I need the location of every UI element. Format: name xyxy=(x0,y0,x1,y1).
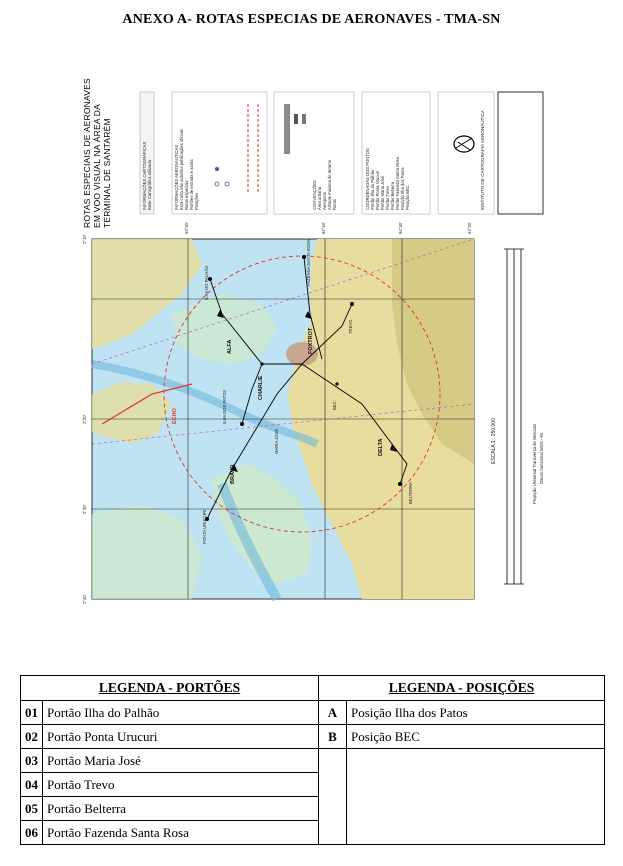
legend-text: Portão Maria José xyxy=(380,176,385,210)
route-label: ECHO xyxy=(172,408,178,424)
portao-name: Portão Maria José xyxy=(43,749,319,773)
legend-text: INFORMAÇÕES AERONÁUTICAS xyxy=(174,144,179,210)
coordinates-info xyxy=(365,148,410,210)
aeronautical-info xyxy=(174,129,199,210)
route-label: BRAVO xyxy=(230,464,236,484)
map-title-line: TERMINAL DE SANTARÉM xyxy=(102,118,112,228)
route-label: CHARLIE xyxy=(258,375,264,400)
place-label: BEC xyxy=(332,401,337,410)
posicao-name: Posição Ilha dos Patos xyxy=(347,701,605,725)
posicoes-header: LEGENDA - POSIÇÕES xyxy=(319,676,605,701)
map-title-line: ROTAS ESPECIAIS DE AERONAVES xyxy=(82,78,92,228)
posicao-name: Posição BEC xyxy=(347,725,605,749)
document-title: ANEXO A- ROTAS ESPECIAS DE AERONAVES - TMA-SN xyxy=(122,12,501,27)
portao-code: 06 xyxy=(21,821,43,845)
table-row xyxy=(21,749,605,773)
legend-text: Posição Ilha dos Patos xyxy=(400,167,405,210)
grid-label: 54°40' xyxy=(321,222,326,234)
place-label: TREVO xyxy=(348,319,353,334)
route-label: ALFA xyxy=(227,339,233,354)
legend-text: Altitude máxima do terreno xyxy=(327,159,332,210)
table-row xyxy=(21,701,605,725)
portao-code: 03 xyxy=(21,749,43,773)
portao-name: Portão Belterra xyxy=(43,797,319,821)
cartographic-info xyxy=(142,142,152,210)
empty-cell xyxy=(319,773,347,797)
table-row xyxy=(21,773,605,797)
conventions-info xyxy=(312,160,337,210)
posicao-code: B xyxy=(319,725,347,749)
place-label: MARIA JOSÉ xyxy=(274,428,279,454)
projection-label: Projeção Universal Transversa de Mercator xyxy=(532,423,537,504)
legend-text: Rotas xyxy=(332,199,337,210)
place-label: BELTERRA xyxy=(408,482,413,504)
empty-cell xyxy=(319,797,347,821)
publisher-name: INSTITUTO DE CARTOGRAFIA AERONÁUTICA xyxy=(480,109,485,210)
legend-text: Aeroporto xyxy=(322,191,327,210)
blank-panel xyxy=(498,92,543,214)
portoes-header: LEGENDA - PORTÕES xyxy=(21,676,319,701)
legend-text: Base Cartográfica utilizada xyxy=(147,159,152,210)
grid-label: 2°30' xyxy=(82,504,87,514)
legend-text: Portão Trevo xyxy=(385,186,390,210)
legend-text: Portão Fazenda Santa Rosa xyxy=(395,157,400,210)
legend-text: Portão Ponta Urucuri xyxy=(375,170,380,210)
place-label: PONTA URUCURI xyxy=(202,509,207,544)
legend-text: Esta carta não substitui publicações oficiais xyxy=(179,129,184,210)
legend-table xyxy=(20,675,605,845)
aeronautical-chart xyxy=(62,64,610,624)
table-row xyxy=(21,725,605,749)
table-row xyxy=(21,797,605,821)
legend-text: Portões de entrada e saída xyxy=(189,159,194,210)
portao-code: 05 xyxy=(21,797,43,821)
portao-name: Portão Fazenda Santa Rosa xyxy=(43,821,319,845)
legend-text: Portão Belterra xyxy=(390,181,395,210)
route-label: DELTA xyxy=(378,438,384,456)
portao-code: 04 xyxy=(21,773,43,797)
legend-text: Área urbana xyxy=(317,186,322,210)
portao-name: Portão Ponta Urucuri xyxy=(43,725,319,749)
legend-text: Portão Ilha do Palhão xyxy=(370,169,375,210)
portao-code: 02 xyxy=(21,725,43,749)
portao-name: Portão Trevo xyxy=(43,773,319,797)
empty-cell xyxy=(319,821,347,845)
grid-label: 54°30' xyxy=(398,222,403,234)
grid-label: 2°10' xyxy=(82,234,87,244)
empty-cell xyxy=(347,749,605,773)
place-label: ILHA DOS PATOS xyxy=(222,390,227,424)
empty-cell xyxy=(347,773,605,797)
legend-text: Posição BEC xyxy=(405,185,410,210)
grid-label: 2°40' xyxy=(82,594,87,604)
datum-label: Datum horizontal WGS - 84 xyxy=(539,432,544,484)
empty-cell xyxy=(347,821,605,845)
posicao-code: A xyxy=(319,701,347,725)
grid-label: 2°20' xyxy=(82,414,87,424)
legend-panel-publisher xyxy=(438,92,494,214)
route-label: FOXTROT xyxy=(308,327,314,354)
grid-label: 54°20' xyxy=(467,222,472,234)
grid-label: 54°50' xyxy=(184,222,189,234)
empty-cell xyxy=(319,749,347,773)
table-row xyxy=(21,821,605,845)
portao-name: Portão Ilha do Palhão xyxy=(43,701,319,725)
place-label: ILHA DO PALHÃO xyxy=(204,265,209,300)
portao-code: 01 xyxy=(21,701,43,725)
legend-text: COORDENADAS DOS PONTOS xyxy=(365,148,370,210)
place-label: FAZENDA SANTA ROSA xyxy=(306,239,311,286)
legend-text: CONVENÇÕES xyxy=(312,180,317,210)
legend-text: Rotas especiais xyxy=(184,180,189,210)
legend-text: Posições xyxy=(194,193,199,210)
legend-text: INFORMAÇÕES CARTOGRÁFICAS xyxy=(142,141,147,210)
map-title xyxy=(82,78,112,228)
empty-cell xyxy=(347,797,605,821)
map-title-line: EM VOO VISUAL NA ÁREA DA xyxy=(92,104,102,228)
scale-label: ESCALA 1 : 250.000 xyxy=(491,418,497,464)
